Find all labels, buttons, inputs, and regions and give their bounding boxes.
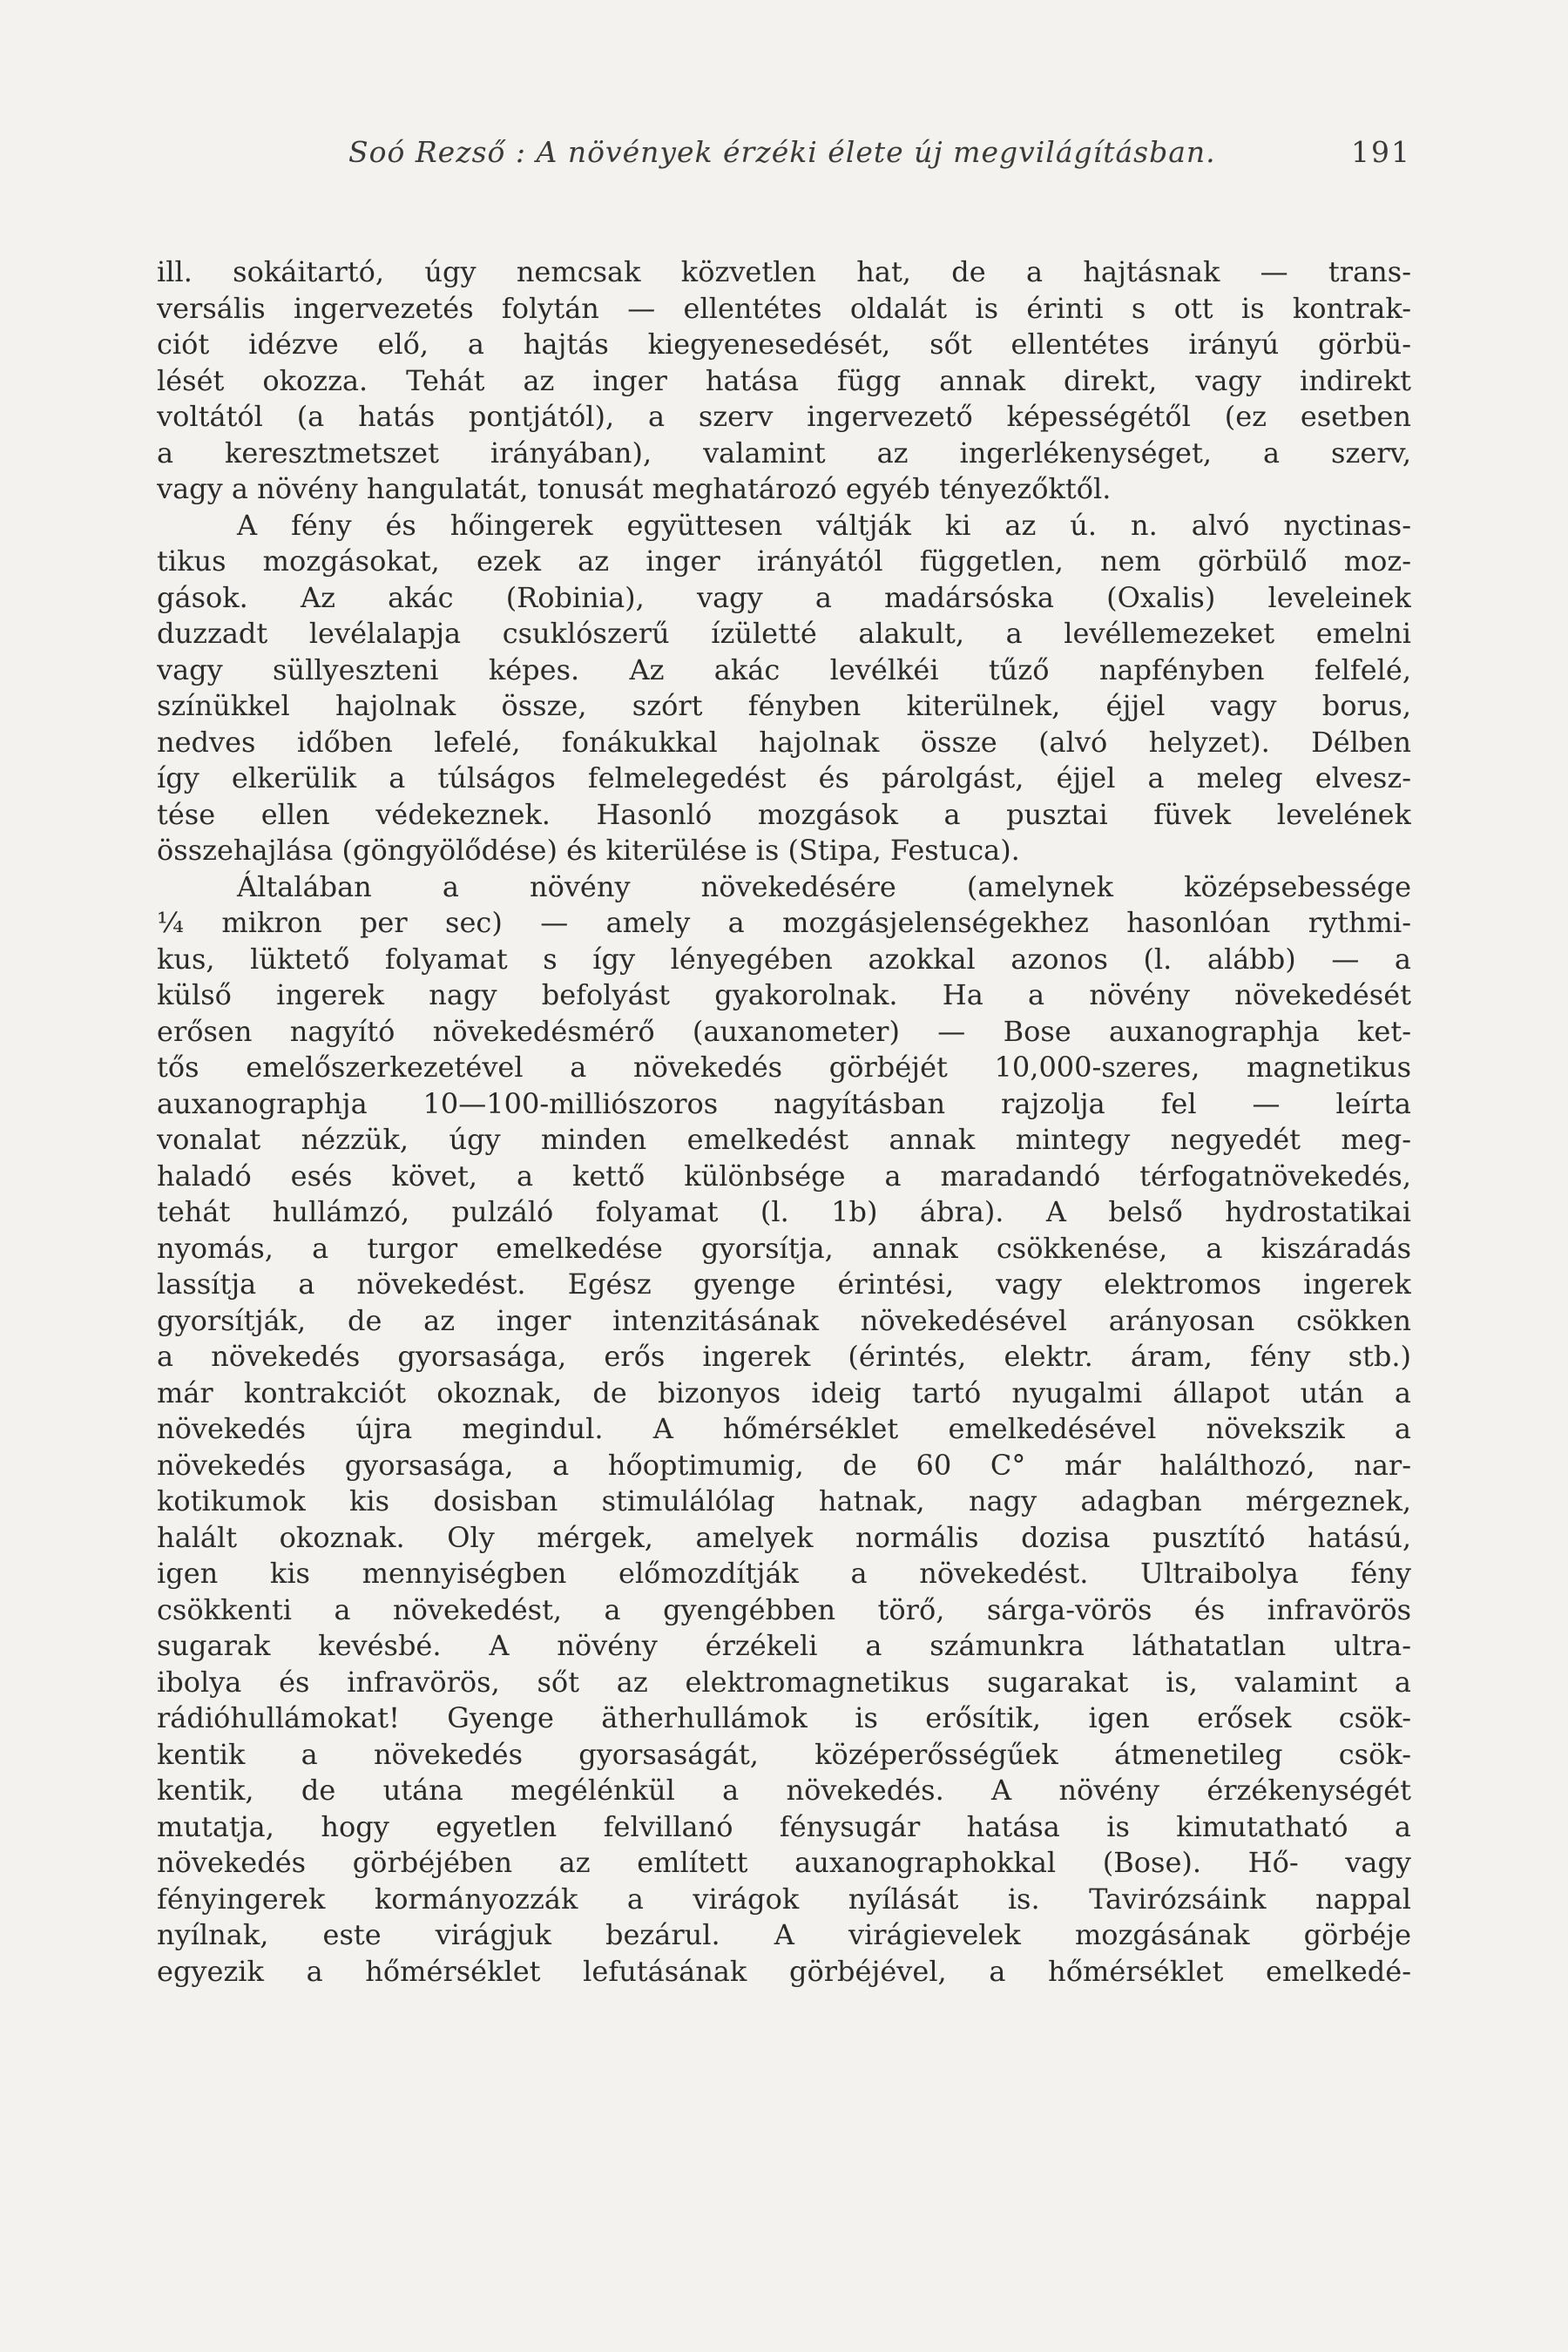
text-line: tikus mozgásokat, ezek az inger irányától független, nem görbülő moz- <box>157 544 1411 578</box>
text-line: nyomás, a turgor emelkedése gyorsítja, annak csökkenése, a kiszáradás <box>157 1231 1411 1265</box>
text-line: vagy süllyeszteni képes. Az akác levélkéi tűző napfényben felfelé, <box>157 652 1411 686</box>
page-header <box>157 135 1411 187</box>
text-line: színükkel hajolnak össze, szórt fényben kiterülnek, éjjel vagy borus, <box>157 689 1411 722</box>
text-line: a keresztmetszet irányában), valamint az ingerlékenységet, a szerv, <box>157 436 1411 470</box>
text-line: összehajlása (göngyölődése) és kiterülése is (Stipa, Festuca). <box>157 834 1020 867</box>
text-line: rádióhullámokat! Gyenge ätherhullámok is erősítik, igen erősek csök- <box>157 1701 1411 1734</box>
text-line: sugarak kevésbé. A növény érzékeli a számunkra láthatatlan ultra- <box>157 1629 1411 1662</box>
text-line: vonalat nézzük, úgy minden emelkedést annak mintegy negyedét meg- <box>157 1123 1411 1156</box>
text-line: a növekedés gyorsasága, erős ingerek (érintés, elektr. áram, fény stb.) <box>157 1340 1411 1373</box>
text-line: külső ingerek nagy befolyást gyakorolnak. Ha a növény növekedését <box>157 978 1411 1011</box>
text-line: már kontrakciót okoznak, de bizonyos ideig tartó nyugalmi állapot után a <box>157 1375 1411 1409</box>
text-line: voltától (a hatás pontjától), a szerv ingervezető képességétől (ez esetben <box>157 400 1411 433</box>
text-line: duzzadt levélalapja csuklószerű ízületté alakult, a levéllemezeket emelni <box>157 617 1411 650</box>
text-line: ¼ mikron per sec) — amely a mozgásjelenségekhez hasonlóan rythmi- <box>157 906 1411 939</box>
page-number: 191 <box>1351 135 1411 169</box>
text-line: kus, lüktető folyamat s így lényegében azokkal azonos (l. alább) — a <box>157 942 1411 976</box>
text-line: halált okoznak. Oly mérgek, amelyek normális dozisa pusztító hatású, <box>157 1520 1411 1554</box>
text-line: kotikumok kis dosisban stimulálólag hatnak, nagy adagban mérgeznek, <box>157 1484 1411 1517</box>
text-line: ibolya és infravörös, sőt az elektromagnetikus sugarakat is, valamint a <box>157 1665 1411 1699</box>
text-line: így elkerülik a túlságos felmelegedést és párolgást, éjjel a meleg elvesz- <box>157 761 1411 794</box>
text-line: lassítja a növekedést. Egész gyenge érintési, vagy elektromos ingerek <box>157 1267 1411 1301</box>
body-text <box>157 254 1411 1990</box>
text-line: erősen nagyító növekedésmérő (auxanometer) — Bose auxanographja ket- <box>157 1014 1411 1048</box>
text-line: gások. Az akác (Robinia), vagy a madársóska (Oxalis) leveleinek <box>157 580 1411 614</box>
text-line: vagy a növény hangulatát, tonusát meghatározó egyéb tényezőktől. <box>157 472 1112 505</box>
text-line: nyílnak, este virágjuk bezárul. A virágievelek mozgásának görbéje <box>157 1918 1411 1951</box>
text-line: nedves időben lefelé, fonákukkal hajolnak össze (alvó helyzet). Délben <box>157 725 1411 759</box>
text-line: versális ingervezetés folytán — ellentétes oldalát is érinti s ott is kontrak- <box>157 291 1411 325</box>
text-line: Általában a növény növekedésére (amelynek középsebessége <box>237 869 1411 903</box>
text-line: növekedés görbéjében az említett auxanographokkal (Bose). Hő- vagy <box>157 1846 1411 1879</box>
text-line: ill. sokáitartó, úgy nemcsak közvetlen hat, de a hajtásnak — trans- <box>157 255 1411 288</box>
text-line: auxanographja 10—100-milliószoros nagyításban rajzolja fel — leírta <box>157 1086 1411 1120</box>
text-line: mutatja, hogy egyetlen felvillanó fénysugár hatása is kimutatható a <box>157 1809 1411 1843</box>
text-line: haladó esés követ, a kettő különbsége a maradandó térfogatnövekedés, <box>157 1159 1411 1193</box>
text-line: kentik a növekedés gyorsaságát, középerősségűek átmenetileg csök- <box>157 1737 1411 1771</box>
text-line: kentik, de utána megélénkül a növekedés. A növény érzékenységét <box>157 1774 1411 1807</box>
text-line: tős emelőszerkezetével a növekedés görbéjét 10,000-szeres, magnetikus <box>157 1051 1411 1084</box>
text-line: növekedés gyorsasága, a hőoptimumig, de 60 C° már halálthozó, nar- <box>157 1448 1411 1482</box>
text-line: fényingerek kormányozzák a virágok nyílását is. Tavirózsáink nappal <box>157 1882 1411 1916</box>
text-line: igen kis mennyiségben előmozdítják a növekedést. Ultraibolya fény <box>157 1557 1411 1590</box>
text-line: lését okozza. Tehát az inger hatása függ annak direkt, vagy indirekt <box>157 363 1411 397</box>
text-line: növekedés újra megindul. A hőmérséklet emelkedésével növekszik a <box>157 1412 1411 1445</box>
text-line: gyorsítják, de az inger intenzitásának növekedésével arányosan csökken <box>157 1303 1411 1337</box>
text-line: ciót idézve elő, a hajtás kiegyenesedését, sőt ellentétes irányú görbü- <box>157 328 1411 361</box>
text-line: A fény és hőingerek együttesen váltják ki az ú. n. alvó nyctinas- <box>237 508 1411 542</box>
text-line: csökkenti a növekedést, a gyengébben törő, sárga-vörös és infravörös <box>157 1592 1411 1626</box>
text-line: tehát hullámzó, pulzáló folyamat (l. 1b) ábra). A belső hydrostatikai <box>157 1195 1411 1228</box>
running-title: Soó Rezső : A növények érzéki élete új megvilágításban. <box>348 135 1216 169</box>
text-line: egyezik a hőmérséklet lefutásának görbéjével, a hőmérséklet emelkedé- <box>157 1954 1411 1988</box>
text-line: tése ellen védekeznek. Hasonló mozgások a pusztai füvek levelének <box>157 797 1411 831</box>
